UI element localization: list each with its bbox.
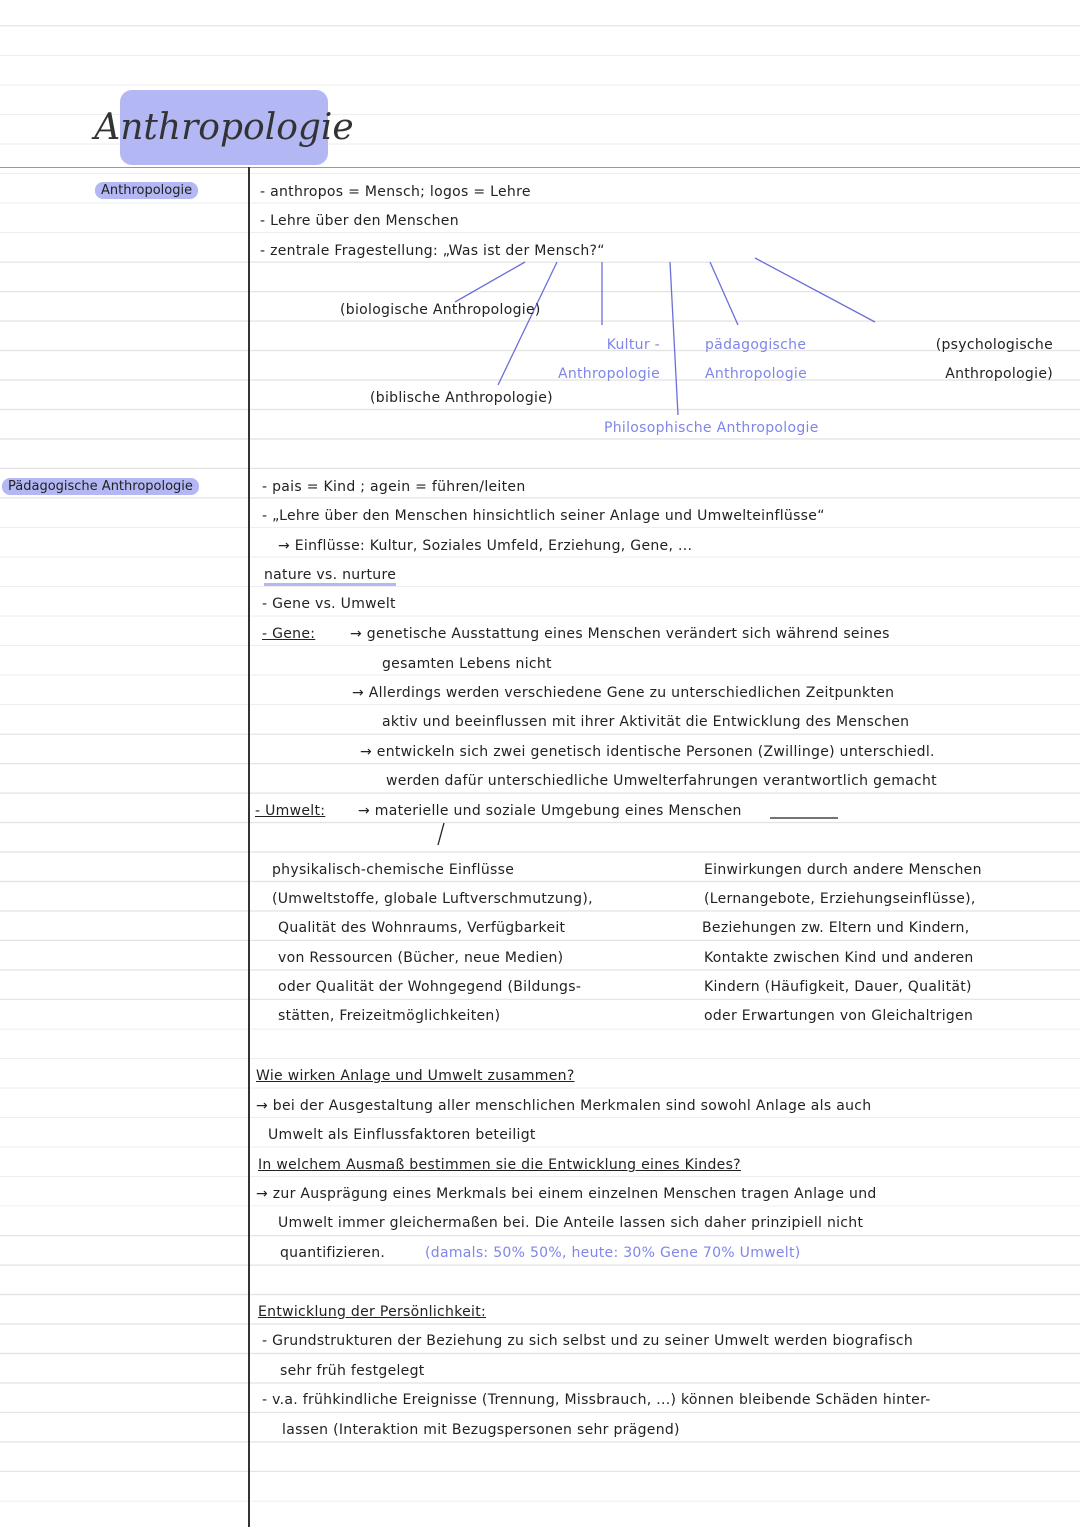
note-line: (Umweltstoffe, globale Luftverschmutzung), xyxy=(272,891,593,907)
note-line: gesamten Lebens nicht xyxy=(382,656,552,672)
note-line: - Grundstrukturen der Beziehung zu sich selbst und zu seiner Umwelt werden biografisch xyxy=(262,1333,913,1349)
note-line: → genetische Ausstattung eines Menschen verändert sich während seines xyxy=(350,626,890,642)
note-line: - Gene vs. Umwelt xyxy=(262,596,396,612)
note-line: → entwickeln sich zwei genetisch identische Personen (Zwillinge) unterschiedl. xyxy=(360,744,935,760)
note-line: sehr früh festgelegt xyxy=(280,1363,425,1379)
note-line: - pais = Kind ; agein = führen/leiten xyxy=(262,479,526,495)
note-line: → materielle und soziale Umgebung eines Menschen xyxy=(358,803,742,819)
note-line: - Lehre über den Menschen xyxy=(260,213,459,229)
branch-paedagogische: pädagogische Anthropologie xyxy=(705,337,808,382)
note-line: → zur Ausprägung eines Merkmals bei einem einzelnen Menschen tragen Anlage und xyxy=(256,1186,877,1202)
note-line: oder Erwartungen von Gleichaltrigen xyxy=(704,1008,974,1024)
branch-kultur: Kultur -Anthropologie xyxy=(557,337,660,382)
page-title: Anthropologie xyxy=(120,90,328,165)
note-line: (Lernangebote, Erziehungseinflüsse), xyxy=(704,891,976,907)
note-line: physikalisch-chemische Einflüsse xyxy=(272,862,515,878)
note-line: lassen (Interaktion mit Bezugspersonen sehr prägend) xyxy=(282,1422,680,1438)
question-ausmass: In welchem Ausmaß bestimmen sie die Entwicklung eines Kindes? xyxy=(258,1157,741,1173)
section-tag-anthropologie: Anthropologie xyxy=(95,182,198,199)
section-tag-paedagogische-anthropologie: Pädagogische Anthropologie xyxy=(2,478,199,495)
note-line: Beziehungen zw. Eltern und Kindern, xyxy=(702,920,970,936)
note-line: Qualität des Wohnraums, Verfügbarkeit xyxy=(278,920,566,936)
subheading-nature-nurture: nature vs. nurture xyxy=(264,567,396,586)
note-line: Kontakte zwischen Kind und anderen xyxy=(704,950,974,966)
note-line: Kindern (Häufigkeit, Dauer, Qualität) xyxy=(704,979,972,995)
note-line: aktiv und beeinflussen mit ihrer Aktivität die Entwicklung des Menschen xyxy=(382,714,910,730)
note-line: werden dafür unterschiedliche Umwelterfahrungen verantwortlich gemacht xyxy=(386,773,937,789)
branch-philosophische: Philosophische Anthropologie xyxy=(604,420,819,436)
note-line: → bei der Ausgestaltung aller menschlichen Merkmalen sind sowohl Anlage als auch xyxy=(256,1098,872,1114)
branch-psychologische: (psychologische Anthropologie) xyxy=(935,337,1053,382)
note-line: von Ressourcen (Bücher, neue Medien) xyxy=(278,950,564,966)
note-line: Umwelt als Einflussfaktoren beteiligt xyxy=(268,1127,536,1143)
note-line: - v.a. frühkindliche Ereignisse (Trennung, Missbrauch, ...) können bleibende Schäden hinter- xyxy=(262,1392,931,1408)
note-line: Umwelt immer gleichermaßen bei. Die Anteile lassen sich daher prinzipiell nicht xyxy=(278,1215,864,1231)
note-line: - „Lehre über den Menschen hinsichtlich seiner Anlage und Umwelteinflüsse“ xyxy=(262,508,825,524)
branch-biblische: (biblische Anthropologie) xyxy=(370,390,553,406)
branch-biologische: (biologische Anthropologie) xyxy=(340,302,541,318)
note-line: - zentrale Fragestellung: „Was ist der Mensch?“ xyxy=(260,243,605,259)
note-line: → Einflüsse: Kultur, Soziales Umfeld, Erziehung, Gene, ... xyxy=(278,538,693,554)
label-gene: - Gene: xyxy=(262,626,316,642)
note-line: stätten, Freizeitmöglichkeiten) xyxy=(278,1008,501,1024)
note-line: - anthropos = Mensch; logos = Lehre xyxy=(260,184,531,200)
note-line: → Allerdings werden verschiedene Gene zu unterschiedlichen Zeitpunkten xyxy=(352,685,895,701)
percentage-note: (damals: 50% 50%, heute: 30% Gene 70% Umwelt) xyxy=(425,1245,801,1261)
question-persoenlichkeit: Entwicklung der Persönlichkeit: xyxy=(258,1304,487,1320)
note-line: Einwirkungen durch andere Menschen xyxy=(704,862,982,878)
label-umwelt: - Umwelt: xyxy=(255,803,326,819)
question-zusammenwirken: Wie wirken Anlage und Umwelt zusammen? xyxy=(256,1068,575,1084)
note-line: quantifizieren. xyxy=(280,1245,386,1261)
note-line: oder Qualität der Wohngegend (Bildungs- xyxy=(278,979,582,995)
